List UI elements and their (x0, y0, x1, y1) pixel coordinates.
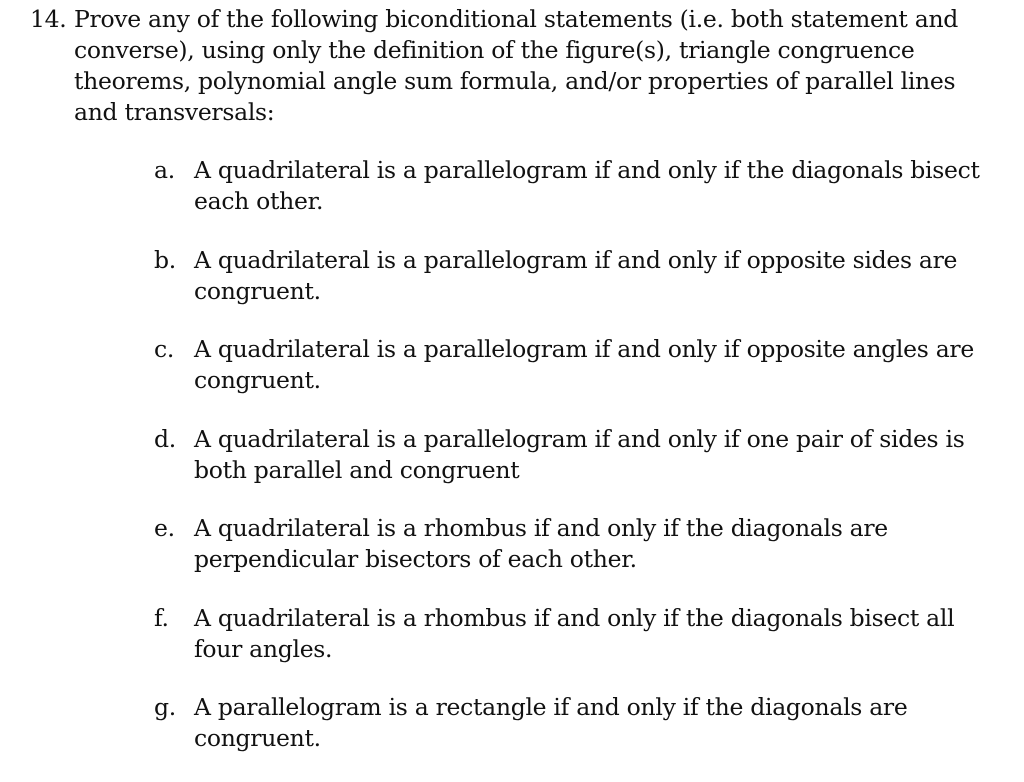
statement-letter: e. (154, 514, 175, 542)
statement-letter: b. (154, 245, 176, 274)
statement-item-e (154, 513, 1004, 603)
question-number: 14. (30, 5, 67, 33)
statement-text: A quadrilateral is a parallelogram if and only if opposite sides are congruent. (194, 245, 958, 305)
question-text: Prove any of the following biconditional statements (i.e. both statement and converse), using only the definition of the figure(s), triangle congruence theorems, polynomial angle sum formula, and/or properties of parallel lines and transversals: (74, 5, 959, 126)
statement-text: A parallelogram is a rectangle if and only if the diagonals are congruent. (194, 693, 908, 752)
statement-item-c (154, 334, 1004, 424)
statement-item-g (154, 692, 1004, 782)
statement-letter: a. (154, 156, 175, 184)
statement-item-d (154, 424, 1004, 514)
question-14 (30, 4, 1005, 128)
statement-text: A quadrilateral is a rhombus if and only if the diagonals are perpendicular bisectors of each other. (194, 514, 888, 573)
statement-item-b (154, 245, 1004, 335)
statement-letter: c. (154, 335, 175, 363)
statement-letter: g. (154, 693, 176, 721)
statement-text: A quadrilateral is a parallelogram if and only if one pair of sides is both parallel and congruent (194, 424, 965, 484)
statement-letter: f. (154, 603, 169, 632)
statement-text: A quadrilateral is a parallelogram if and only if opposite angles are congruent. (194, 335, 974, 394)
statement-letter: d. (154, 424, 176, 453)
statement-text: A quadrilateral is a rhombus if and only if the diagonals bisect all four angles. (194, 603, 955, 663)
statement-list (154, 155, 1004, 782)
question-row (30, 4, 1005, 128)
statement-text: A quadrilateral is a parallelogram if and only if the diagonals bisect each other. (194, 156, 980, 215)
statement-item-f (154, 603, 1004, 693)
statement-item-a (154, 155, 1004, 245)
